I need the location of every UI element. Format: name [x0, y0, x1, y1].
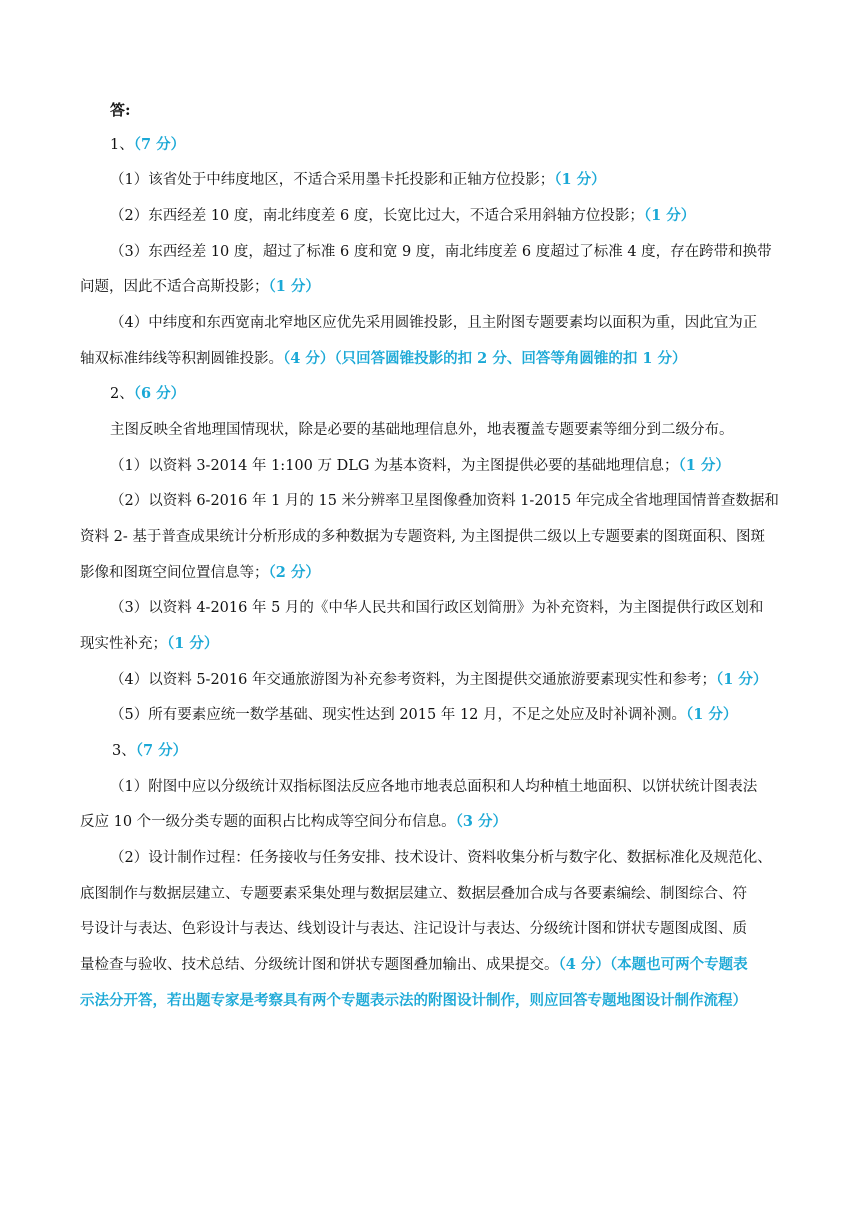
line-score: （3 分）: [455, 813, 508, 830]
line-text: 轴双标准纬线等积割圆锥投影。: [80, 351, 283, 367]
line-text: （1）附图中应以分级统计双指标图法反应各地市地表总面积和人均种植土地面积、以饼状统计图表法: [110, 779, 758, 795]
section-1-header: [110, 135, 185, 155]
answer-line: [80, 563, 320, 583]
answer-line: [110, 313, 757, 333]
answer-line: [110, 705, 737, 725]
answer-line: [80, 634, 218, 654]
line-text: （3）以资料 4-2016 年 5 月的《中华人民共和国行政区划简册》为补充资料，为主图提供行政区划和: [110, 600, 764, 616]
line-score: （4 分）（只回答圆锥投影的扣 2 分、回答等角圆锥的扣 1 分）: [283, 350, 687, 367]
answer-heading: 答:: [110, 101, 131, 119]
section-score: （7 分）: [135, 742, 188, 759]
answer-line: [80, 991, 747, 1011]
line-text: 反应 10 个一级分类专题的面积占比构成等空间分布信息。: [80, 814, 456, 830]
answer-line: [110, 206, 695, 226]
answer-line: [80, 919, 747, 939]
line-score: 示法分开答，若出题专家是考察具有两个专题表示法的附图设计制作，则应回答专题地图设计制作流程）: [80, 992, 747, 1009]
answer-line: [110, 848, 772, 868]
answer-line: [110, 242, 772, 262]
line-text: 号设计与表达、色彩设计与表达、线划设计与表达、注记设计与表达、分级统计图和饼状专题图成图、质: [80, 921, 747, 937]
answer-line: [110, 420, 734, 440]
answer-line: [80, 277, 320, 297]
answer-line: [80, 812, 507, 832]
line-text: （4）中纬度和东西宽南北窄地区应优先采用圆锥投影，且主附图专题要素均以面积为重，因此宜为正: [110, 315, 758, 331]
line-text: （4）以资料 5-2016 年交通旅游图为补充参考资料，为主图提供交通旅游要素现实性和参考；: [110, 672, 716, 688]
section-2-header: [110, 384, 185, 404]
section-number: 2、: [110, 386, 134, 402]
answer-line: [110, 777, 757, 797]
line-score: （1 分）: [643, 207, 696, 224]
answer-line: [80, 349, 687, 369]
line-text: 底图制作与数据层建立、专题要素采集处理与数据层建立、数据层叠加合成与各要素编绘、制图综合、符: [80, 886, 747, 902]
answer-line: [110, 491, 779, 511]
answer-line: [110, 170, 606, 190]
section-score: （7 分）: [133, 136, 186, 153]
section-3-header: [112, 741, 187, 761]
line-score: （1 分）: [678, 457, 730, 474]
line-text: （5）所有要素应统一数学基础、现实性达到 2015 年 12 月，不足之处应及时补调补测。: [110, 707, 687, 723]
line-text: （2）东西经差 10 度，南北纬度差 6 度，长宽比过大，不适合采用斜轴方位投影；: [110, 208, 644, 224]
section-score: （6 分）: [133, 385, 186, 402]
answer-line: [110, 670, 767, 690]
line-text: 现实性补充；: [80, 636, 167, 652]
line-text: 影像和图斑空间位置信息等；: [80, 565, 269, 581]
line-text: 资料 2- 基于普查成果统计分析形成的多种数据为专题资料, 为主图提供二级以上专题要素的图斑面积、图斑: [80, 529, 766, 545]
line-text: （2）设计制作过程：任务接收与任务安排、技术设计、资料收集分析与数字化、数据标准化及规范化、: [110, 850, 772, 866]
answer-line: [110, 598, 763, 618]
line-text: （1）以资料 3-2014 年 1:100 万 DLG 为基本资料，为主图提供必要的基础地理信息；: [110, 458, 679, 474]
line-score: （1 分）: [268, 278, 320, 295]
answer-line: [80, 955, 748, 975]
line-text: 量检查与验收、技术总结、分级统计图和饼状专题图叠加输出、成果提交。: [80, 957, 559, 973]
section-number: 3、: [112, 743, 136, 759]
answer-line: [80, 527, 765, 547]
answer-line: [110, 456, 730, 476]
line-text: （2）以资料 6-2016 年 1 月的 15 米分辨率卫星图像叠加资料 1-2015 年完成全省地理国情普查数据和: [110, 493, 779, 509]
line-text: （3）东西经差 10 度，超过了标准 6 度和宽 9 度，南北纬度差 6 度超过了标准 4 度，存在跨带和换带: [110, 244, 772, 260]
line-score: （1 分）: [686, 706, 738, 723]
line-text: （1）该省处于中纬度地区，不适合采用墨卡托投影和正轴方位投影；: [110, 172, 555, 188]
line-text: 主图反映全省地理国情现状，除是必要的基础地理信息外，地表覆盖专题要素等细分到二级分布。: [110, 422, 734, 438]
line-score: （4 分）（本题也可两个专题表: [558, 956, 748, 973]
line-score: （1 分）: [715, 671, 768, 688]
section-number: 1、: [110, 137, 134, 153]
answer-line: [80, 884, 747, 904]
line-score: （1 分）: [554, 171, 606, 188]
line-score: （1 分）: [167, 635, 219, 652]
line-score: （2 分）: [268, 564, 320, 581]
line-text: 问题，因此不适合高斯投影；: [80, 279, 269, 295]
